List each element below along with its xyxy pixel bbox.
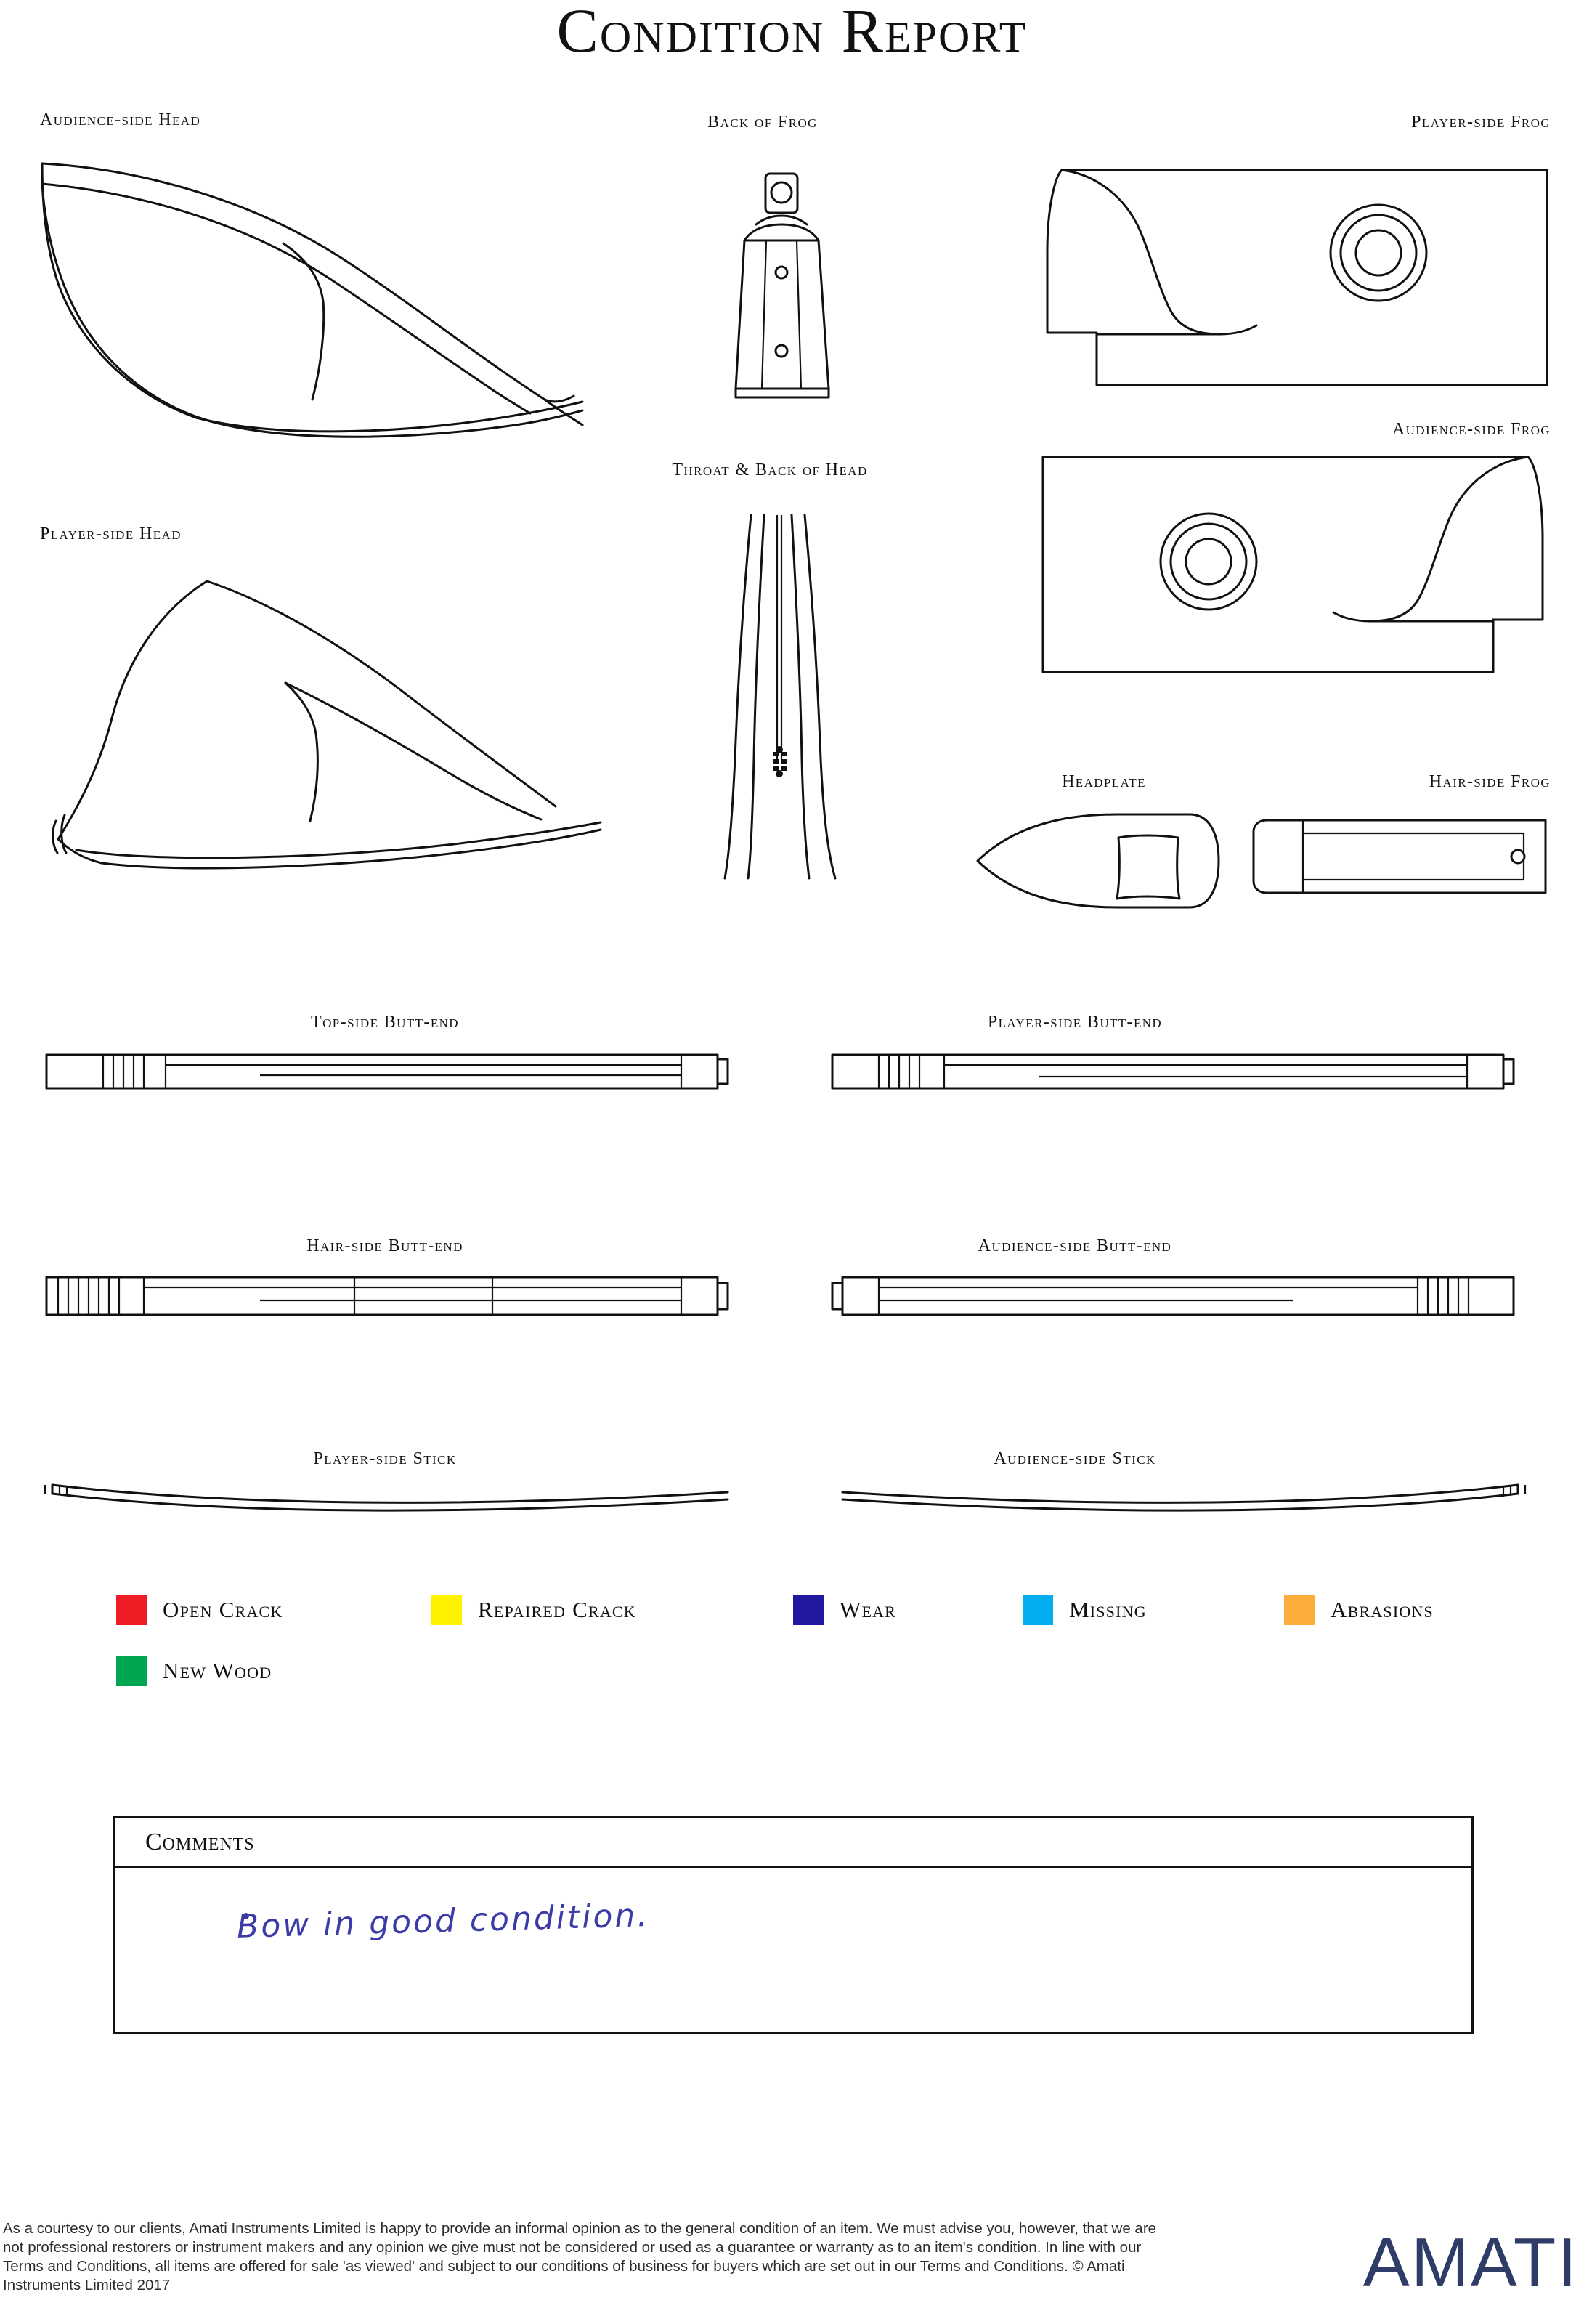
legend-label-repaired-crack: Repaired Crack [478,1597,636,1622]
comments-box [113,1816,1474,2034]
legend-swatch-open-crack [116,1595,147,1625]
legend-row-2 [0,1656,1584,1717]
label-player-side-head: Player-side Head [40,525,182,543]
diagram-player-side-stick [38,1475,741,1518]
comments-heading [115,1818,1471,1868]
label-hair-side-butt-end: Hair-side Butt-end [306,1236,463,1255]
footer-disclaimer [0,2219,1162,2295]
legend-swatch-new-wood [116,1656,147,1686]
legend [0,1595,1584,1717]
legend-item-wear [793,1595,896,1625]
legend-row-1 [0,1595,1584,1656]
label-top-side-butt-end: Top-side Butt-end [311,1013,459,1032]
legend-label-new-wood: New Wood [163,1658,272,1683]
label-audience-side-butt-end: Audience-side Butt-end [978,1236,1172,1255]
label-player-side-frog: Player-side Frog [1411,113,1551,131]
legend-item-new-wood [116,1656,272,1686]
amati-logo: AMATI [1362,2224,1578,2301]
label-audience-side-frog: Audience-side Frog [1392,420,1551,439]
page-title: Condition Report [556,0,1028,65]
legend-item-missing [1023,1595,1147,1625]
label-audience-side-stick: Audience-side Stick [994,1449,1156,1468]
comments-field[interactable] [115,1868,1471,2034]
legend-item-repaired-crack [431,1595,636,1625]
label-headplate: Headplate [1062,772,1146,791]
legend-swatch-wear [793,1595,824,1625]
diagram-hair-side-butt-end [42,1267,732,1329]
label-player-side-butt-end: Player-side Butt-end [987,1013,1163,1032]
label-throat-back-of-head: Throat & Back of Head [672,461,868,479]
diagram-player-side-frog [1039,166,1551,392]
comments-text: Bow in good condition. [236,1897,650,1946]
footer-disclaimer-text: As a courtesy to our clients, Amati Instruments Limited is happy to provide an informal opinion as to the general condition of an item. We must advise you, however, that we are not professional restorers or instrument makers and any opinion we give must not be considered or used as a guarantee or warranty as to an item's condition. In line with our Terms and Conditions, all items are offered for sale 'as viewed' and subject to our conditions of business for buyers which are set out in our Terms and Conditions. © Amati Instruments Limited 2017 [3,2220,1157,2293]
diagram-audience-side-butt-end [828,1267,1518,1329]
diagram-player-side-butt-end [828,1043,1518,1101]
diagram-hair-side-frog [1248,817,1553,897]
label-back-of-frog: Back of Frog [707,113,818,131]
comments-heading-label: Comments [145,1828,255,1855]
legend-item-open-crack [116,1595,283,1625]
diagram-back-of-frog [723,171,861,403]
diagram-throat-back-of-head [719,512,850,883]
legend-swatch-abrasions [1284,1595,1315,1625]
label-audience-side-head: Audience-side Head [40,110,201,129]
legend-label-abrasions: Abrasions [1331,1597,1434,1622]
legend-label-missing: Missing [1069,1597,1147,1622]
legend-item-abrasions [1284,1595,1434,1625]
legend-swatch-missing [1023,1595,1053,1625]
diagram-audience-side-frog [1040,453,1553,687]
legend-label-open-crack: Open Crack [163,1597,283,1622]
diagram-player-side-head [33,559,606,872]
legend-swatch-repaired-crack [431,1595,462,1625]
label-hair-side-frog: Hair-side Frog [1429,772,1551,791]
diagram-audience-side-stick [835,1475,1538,1518]
diagram-audience-side-head [36,149,588,454]
legend-label-wear: Wear [840,1597,897,1622]
diagram-headplate [972,810,1224,912]
label-player-side-stick: Player-side Stick [313,1449,457,1468]
diagram-top-side-butt-end [42,1043,732,1101]
